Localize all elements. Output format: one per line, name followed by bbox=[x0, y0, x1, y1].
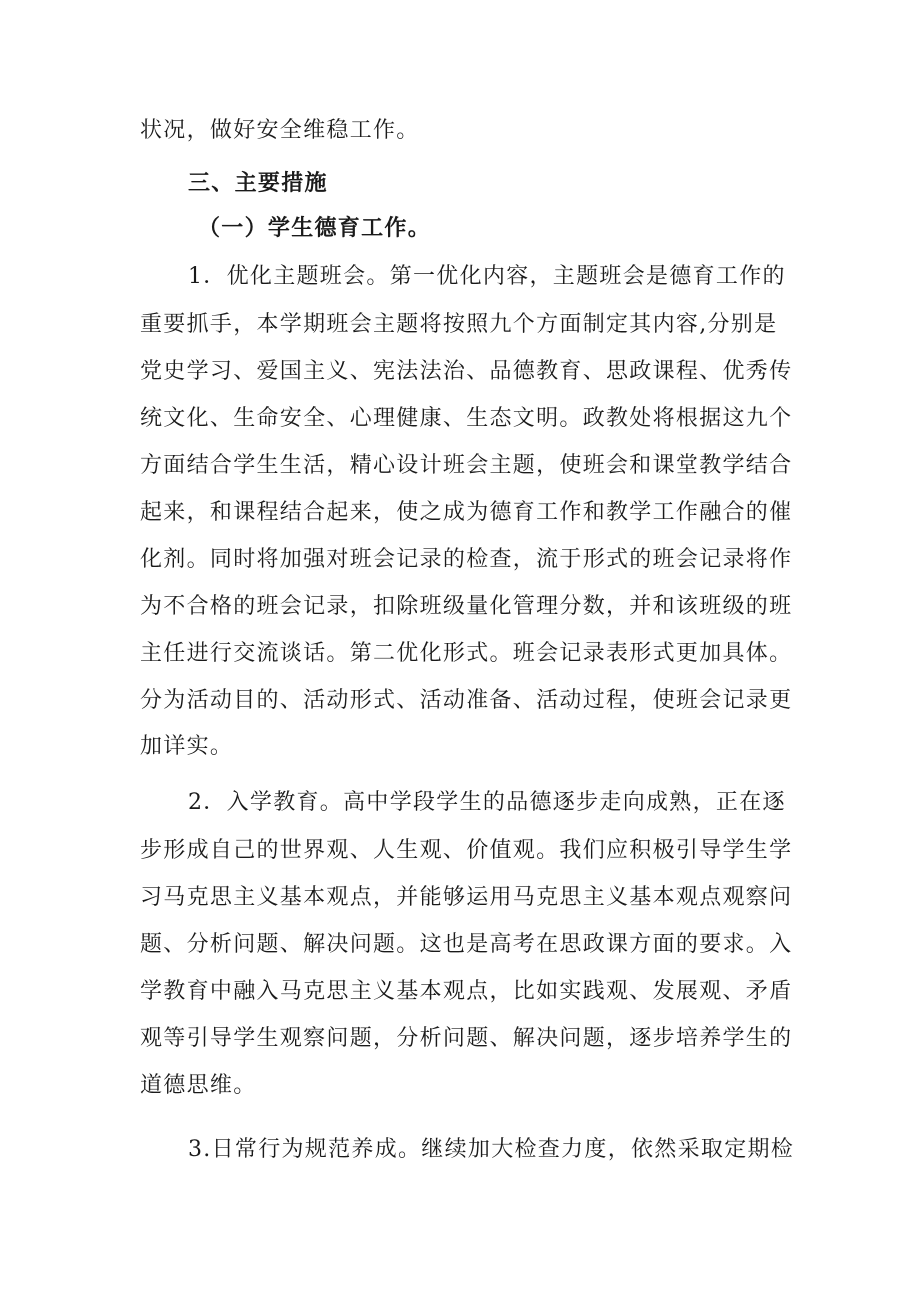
paragraph-line: 3.日常行为规范养成。继续加大检查力度，依然采取定期检 bbox=[188, 1137, 795, 1162]
paragraph-line: 党史学习、爱国主义、宪法法治、品德教育、思政课程、优秀传 bbox=[140, 359, 793, 384]
paragraph-line: 观等引导学生观察问题，分析问题、解决问题，逐步培养学生的 bbox=[140, 1026, 793, 1051]
paragraph-line: 1．优化主题班会。第一优化内容，主题班会是德育工作的 bbox=[188, 264, 786, 289]
section-heading: 三、主要措施 bbox=[188, 170, 328, 196]
paragraph-line: 为不合格的班会记录，扣除班级量化管理分数，并和该班级的班 bbox=[140, 594, 793, 619]
paragraph-line: 加详实。 bbox=[140, 734, 234, 759]
paragraph-line: 统文化、生命安全、心理健康、生态文明。政教处将根据这九个 bbox=[140, 406, 793, 431]
paragraph-line: 起来，和课程结合起来，使之成为德育工作和教学工作融合的催 bbox=[140, 500, 793, 525]
paragraph-line: 道德思维。 bbox=[140, 1073, 257, 1098]
paragraph-line: 习马克思主义基本观点，并能够运用马克思主义基本观点观察问 bbox=[140, 885, 793, 910]
paragraph-line: 重要抓手，本学期班会主题将按照九个方面制定其内容,分别是 bbox=[140, 312, 778, 337]
paragraph-line: 主任进行交流谈话。第二优化形式。班会记录表形式更加具体。 bbox=[140, 641, 793, 666]
paragraph-line: 题、分析问题、解决问题。这也是高考在思政课方面的要求。入 bbox=[140, 932, 793, 957]
paragraph-line: 方面结合学生生活，精心设计班会主题，使班会和课堂教学结合 bbox=[140, 453, 793, 478]
subsection-heading: （一）学生德育工作。 bbox=[198, 215, 432, 241]
paragraph-line: 学教育中融入马克思主义基本观点，比如实践观、发展观、矛盾 bbox=[140, 979, 793, 1004]
paragraph-line: 分为活动目的、活动形式、活动准备、活动过程，使班会记录更 bbox=[140, 688, 793, 713]
paragraph-line: 状况，做好安全维稳工作。 bbox=[140, 118, 420, 143]
paragraph-line: 化剂。同时将加强对班会记录的检查，流于形式的班会记录将作 bbox=[140, 547, 793, 572]
paragraph-line: 2．入学教育。高中学段学生的品德逐步走向成熟，正在逐 bbox=[188, 790, 786, 815]
paragraph-line: 步形成自己的世界观、人生观、价值观。我们应积极引导学生学 bbox=[140, 838, 793, 863]
